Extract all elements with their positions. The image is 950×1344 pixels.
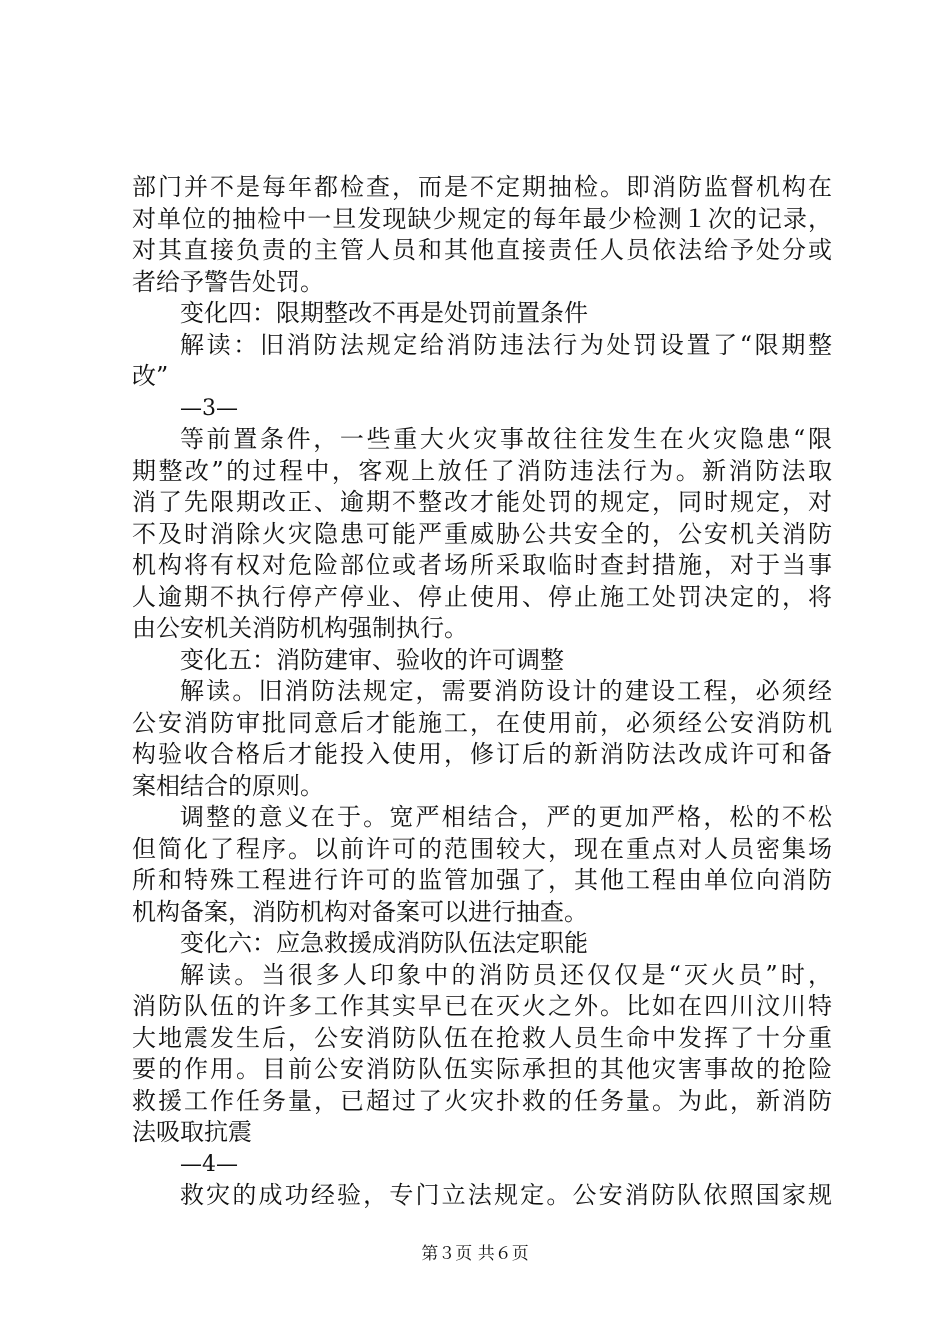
text-line: 构验收合格后才能投入使用，修订后的新消防法改成许可和备 bbox=[132, 740, 832, 768]
text-line: 公安消防审批同意后才能施工，在使用前，必须经公安消防机 bbox=[132, 708, 832, 737]
text-line: 由公安机关消防机构强制执行。 bbox=[132, 614, 468, 642]
text-line: 救援工作任务量，已超过了火灾扑救的任务量。为此，新消防 bbox=[132, 1086, 832, 1115]
text-line: 机构备案，消防机构对备案可以进行抽查。 bbox=[132, 897, 588, 926]
text-line: 案相结合的原则。 bbox=[132, 771, 324, 800]
section-heading: 变化五：消防建审、验收的许可调整 bbox=[180, 645, 564, 674]
text-line: 解读：旧消防法规定给消防违法行为处罚设置了“限期整 bbox=[180, 330, 832, 359]
text-line: 部门并不是每年都检查，而是不定期抽检。即消防监督机构在 bbox=[132, 173, 832, 201]
text-line: 要的作用。目前公安消防队伍实际承担的其他灾害事故的抢险 bbox=[132, 1055, 832, 1083]
section-heading: 变化四：限期整改不再是处罚前置条件 bbox=[180, 299, 588, 327]
text-line: 者给予警告处罚。 bbox=[132, 267, 324, 296]
text-line: 所和特殊工程进行许可的监管加强了，其他工程由单位向消防 bbox=[132, 866, 832, 894]
text-line: 法吸取抗震 bbox=[132, 1118, 252, 1146]
text-line: 但简化了程序。以前许可的范围较大，现在重点对人员密集场 bbox=[132, 834, 832, 863]
text-line: 解读。旧消防法规定，需要消防设计的建设工程，必须经 bbox=[180, 677, 832, 705]
text-line: 改” bbox=[132, 362, 169, 390]
text-line: 消了先限期改正、逾期不整改才能处罚的规定，同时规定，对 bbox=[132, 488, 832, 516]
text-line: 期整改”的过程中，客观上放任了消防违法行为。新消防法取 bbox=[132, 456, 832, 485]
text-line: 消防队伍的许多工作其实早已在灭火之外。比如在四川汶川特 bbox=[132, 992, 832, 1020]
section-heading: 变化六：应急救援成消防队伍法定职能 bbox=[180, 929, 588, 957]
text-line: 对其直接负责的主管人员和其他直接责任人员依法给予处分或 bbox=[132, 236, 832, 264]
text-line: 调整的意义在于。宽严相结合，严的更加严格，松的不松 bbox=[180, 803, 832, 831]
document-body bbox=[132, 172, 832, 1212]
text-line: 大地震发生后，公安消防队伍在抢救人员生命中发挥了十分重 bbox=[132, 1023, 832, 1052]
page-footer: 第３页 共６页 bbox=[421, 1244, 529, 1264]
text-line: 解读。当很多人印象中的消防员还仅仅是“灭火员”时， bbox=[180, 960, 832, 989]
text-line: 等前置条件，一些重大火灾事故往往发生在火灾隐患“限 bbox=[180, 425, 832, 453]
page-number-marker: —4— bbox=[180, 1151, 238, 1177]
page-number-marker: —3— bbox=[180, 395, 238, 421]
text-line: 不及时消除火灾隐患可能严重威胁公共安全的，公安机关消防 bbox=[132, 519, 832, 548]
text-line: 救灾的成功经验，专门立法规定。公安消防队依照国家规 bbox=[180, 1181, 832, 1209]
text-line: 人逾期不执行停产停业、停止使用、停止施工处罚决定的，将 bbox=[132, 582, 832, 611]
text-line: 对单位的抽检中一旦发现缺少规定的每年最少检测１次的记录， bbox=[132, 204, 832, 233]
text-line: 机构将有权对危险部位或者场所采取临时查封措施，对于当事 bbox=[132, 551, 832, 579]
